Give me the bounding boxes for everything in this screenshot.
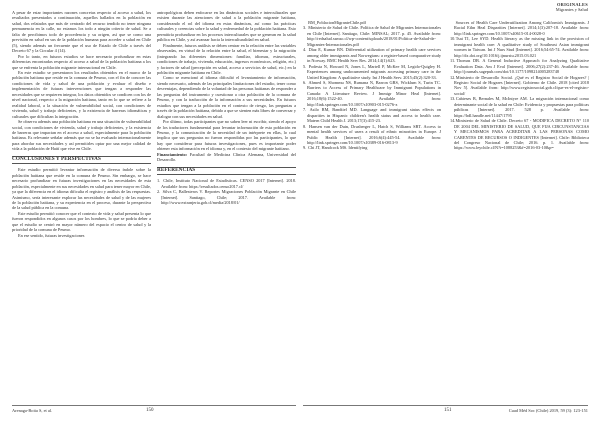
reference-text: Tsai TI, Lee SYD. Health literacy as the missing link in the provision of immigrant health care: A qualitative study of Southeast Asian immigrant women in Taiwan. Int J Nurs Stud [Internet]. 2016;54:65-74. Available from: http://dx.doi.org/10.1016/j.ijnurstu.2015.03.021 xyxy=(454,36,589,58)
body-paragraph: En este estudio se presentaron los resultados obtenidos en el marco de la población haitiana que reside en la comuna de Peumo, con el fin de conocer las condiciones de vida y salud de una población y evaluar el diseño e implementación de futuras intervenciones que tengan a responder las necesidades que se requieren integrar, los datos obtenidos se condicen con los de nivel nacional, respecto a la migración haitiana, tanto en lo que se refiere a la realidad laboral, a la situación de vulnerabilidad social, con condiciones de vivienda, salud y trabajo deficientes, y la existencia de barreras idiomáticas y culturales que dificultan la integración. xyxy=(12,69,151,119)
reference-number: 3. xyxy=(303,25,307,31)
reference-item xyxy=(157,178,296,189)
right-column-2 xyxy=(450,20,589,151)
reference-text: Chi JT, Handcock MS. Identifying xyxy=(308,145,368,151)
footer-rule xyxy=(12,405,296,406)
running-head xyxy=(556,2,588,12)
reference-number: 13. xyxy=(450,96,456,102)
running-head-subtitle: Migrantes y Salud xyxy=(555,7,588,12)
reference-number: 9. xyxy=(303,145,307,151)
reference-number: 12. xyxy=(450,74,456,80)
reference-item xyxy=(450,36,589,58)
reference-number: 1. xyxy=(157,178,161,184)
reference-item xyxy=(303,107,441,123)
reference-item xyxy=(450,58,589,74)
reference-number: 10. xyxy=(450,36,456,42)
running-head-title: ORIGINALES xyxy=(556,2,588,7)
right-column-1 xyxy=(303,20,441,151)
right-page xyxy=(302,0,600,421)
reference-number: 6. xyxy=(303,79,307,85)
reference-text: Ministerio de Desarrollo Social. ¿Qué es el Registro Social de Hogares? | Registro Social de Hogares [Internet]. Gobierno de Chile. 2018 [cited 2018 Nov 5]. Available from: http://www.registrosocial.gob.cl/que-es-el-registro-social/ xyxy=(454,74,589,96)
body-paragraph: Este estudio permitió conocer que el contexto de vida y salud presenta lo que fueron respondidos en algunos casos por los hombres, lo que se podría deber a que el estudio se centró en mayor número del espacio el centro de salud y la prioridad de la comuna de Peumo. xyxy=(12,210,151,233)
reference-text: Cabieses B, Bernales M, McIntyre AM. La migración internacional como determinante social de la salud en Chile: Evidencia y propuestas para políticas públicas [Internet]. 2017. 528 p. Available from: https://hdl.handle.net/11447/1795 xyxy=(454,96,589,118)
reference-text: Silva C, Ballesteros V. Reportes Migraciones Población Migrante en Chile [Internet]. Santiago, Chile; 2017. Available from: http://www.extranjeria.gob.cl/media/2018/01/ xyxy=(161,189,296,205)
reference-item xyxy=(303,124,441,146)
reference-text: Ministerio de Salud de Chile. Decreto 67 - MODIFICA DECRETO N° 110 DE 2004 DEL MINISTERIO DE SALUD, QUE FIJA CIRCUNSTANCIAS Y MECANISMOS PARA ACREDITAR A LAS PERSONAS COMO CARENTES DE RECURSOS O INDIGENTES [Internet]. Chile: Biblioteca del Congreso Nacional de Chile; 2016. p. 1. Available from: https://www.leychile.cl/N?i=1088253&f=2016-03-10&p= xyxy=(454,118,589,151)
reference-item xyxy=(450,20,589,36)
right-page-number: 151 xyxy=(444,408,452,413)
left-footer-authors: Arenaga-Boita S, et al. xyxy=(12,408,53,413)
footer-rule xyxy=(303,405,588,406)
body-paragraph: Por lo tanto, en futuros estudios se hace necesario profundizar en estas diferencias encontradas respecto al acceso a salud de la población haitiana a los que se enfrenta la población migrante internacional en Chile. xyxy=(12,53,151,70)
reference-item xyxy=(303,80,441,107)
reference-text: BM_PoblacionMigranteChile.pdf xyxy=(308,20,366,25)
reference-number: 14. xyxy=(450,118,456,124)
reference-number: 5. xyxy=(303,63,307,69)
body-paragraph: Este estudio permitió levantar información de diversa índole sobre la población haitiana que reside en la comuna de Peumo. Sin embargo, se hace necesario profundizar en futuras investigaciones en las necesidades de esta población, especialmente en sus necesidades en salud para tener mayor en Chile, ya que la diferencia en el idioma dificulta el registro y análisis de las respuestas. Asimismo, sería interesante explorar las necesidades de salud y de las mujeres de la población haitiana, y su experiencia en el proceso, durante la perspectiva de la salud pública en la comuna. xyxy=(12,167,151,211)
reference-text: Thomas DB. A General Inductive Approach for Analyzing Qualitative Evaluation Data. Am J Eval [Internet]. 2006;27(2):237-46. Available from: http://journals.sagepub.com/doi/10.1177/1098214005283748 xyxy=(454,58,589,75)
section-heading: CONCLUSIONES Y PERSPECTIVAS xyxy=(12,156,151,164)
reference-item xyxy=(157,189,296,205)
reference-item xyxy=(303,25,441,47)
body-paragraph: Finalmente, futuros análisis se deben centrar en la relación entre las variables observadas, en virtud de la relación entre la salud, el bienestar y la migración (integrando las diferentes dimensiones: familiar, idiomas, estructurales, condiciones de trabajo, vivienda, educación, ingresos económicos, religión, etc.) y factores de salud (percepción en salud, acceso a servicios de salud, etc.) en la población migrante haitiana en Chile. xyxy=(157,42,296,75)
right-footer-journal: Cuad Méd Soc (Chile) 2019, 59 (3): 123-151 xyxy=(508,408,588,413)
body-paragraph: Como se mencionó al idioma dificultó el levantamiento de información, siendo necesario, además de las principales limitaciones del estudio, tener como desventajas, dependiendo de la voluntad de las personas haitianas de responder a las preguntas del instrumento y cuestionar a otra población de la comuna de Peumo, y con la traducción de la información a sus necesidades. En futuros estudios que tengan a la población en el contexto de riesgo, las preguntas a través de la población haitiana, debido a que se sienten más libres de conversar y dialogar con sus necesidades en salud. xyxy=(157,75,297,119)
left-column-2 xyxy=(157,10,296,205)
section-heading: REFERENCIAS xyxy=(157,167,296,175)
body-paragraph: En ese sentido, futuras investigaciones xyxy=(18,232,85,238)
body-paragraph: Financiamiento: Facultad de Medicina Clínica Alemana, Universidad del Desarrollo. xyxy=(157,151,296,163)
reference-number: 4. xyxy=(303,47,307,53)
reference-number: 2. xyxy=(157,189,161,195)
body-paragraph: Por último, todas participantes que no saben leer ni escribir, siendo el apoyo de los traductores fundamental para levantar información de esta población en Peumo, y la comunicación de la necesidad de un intérprete en ellas, lo cual implica que sus preguntas no fueron respondidas por las participantes, lo que hay que considerar para futuras investigaciones, pues es importante poder obtener esta información en el idioma y, en el contexto del migrante haitiano. xyxy=(157,119,296,152)
reference-text: Díaz E, Kumar BN. Differential utilization of primary health care services among older immigrants and Norwegians: a register-based comparative study in Norway. BMC Health Serv Res. 2014;14(1):623. xyxy=(307,47,441,64)
left-page-number: 150 xyxy=(146,408,154,413)
reference-text: Ahmed S, Shommu NS, Rumana N, Barron GRS, Wicklum S, Turin TC. Barriers to Access of Primary Healthcare by Immigrant Populations in Canada: A Literature Review. J Immigr Minor Heal [Internet]. 2016;18(6):1522-40. Available from: http://link.springer.com/10.1007/s10903-015-0276-z xyxy=(307,79,441,107)
reference-item xyxy=(450,118,589,151)
reference-text: Hansen van der Duin, Drusberger L, Hatch S, Williams SBT. Access to mental health services of users a result of ethnic minorities in Europe. J Public Health [Internet]. 2016;6(4):445-54. Available from: http://link.springer.com/10.1007/s10389-016-0813-9 xyxy=(307,123,441,145)
reference-text: Podesta N, Howard N, Jones L, Martell P, McKee M, Legido-Quigley H. Experiences among undocumented migrants accessing primary care in the United Kingdom: A qualitative study. Int J Health Serv. 2015;45(2):320-33. xyxy=(307,63,441,80)
reference-number: 7. xyxy=(303,107,307,113)
funding-label: Financiamiento: xyxy=(157,151,188,157)
left-column-1 xyxy=(12,10,151,238)
reference-text: Asilo RM, Bandtiel MD. Language and immigrant status effects on disparities in Hispanic children's health status and access to health care. Matern Child Health J. 2013;17(3):415-23. xyxy=(307,107,441,124)
reference-number: 8. xyxy=(303,123,307,129)
reference-item xyxy=(303,145,441,150)
reference-item xyxy=(450,75,589,97)
reference-item xyxy=(450,96,589,118)
body-paragraph: antropológicas deben enfocarse en las dinámicas sociales e interculturales que existen durante las atenciones de salud a la población migrante haitiana, considerando el rol del idioma en estas dinámicas, así como las prácticas culturales y creencias sobre la salud y enfermedad de la población haitiana. Esto permitiría profundizar en los procesos interculturales que se generan en la salud pública en Chile, y así avanzar hacia la interculturalidad en salud. xyxy=(157,10,296,43)
body-paragraph: Se observa además una población haitiana en una situación de vulnerabilidad social, con condiciones de vivienda, salud y trabajo deficientes, y la existencia de barreras que impactan en el acceso a salud, especialmente para la población haitiana. Es relevante señalar además que no se ha evaluado internacionalmente para abordar sus necesidades y así permitirles optar por una mejor calidad de vida a la población de Haití que vive en Chile. xyxy=(12,119,151,152)
body-paragraph: A pesar de estar importantes razones concretas respecto al acceso a salud, los resultados presentados a continuación, aquellos hallados en la población en salud, dos relatados que más de centrado del recurso tendido no tener ninguna permanencia en la calle, no estamos los todo a ningún criterio de salud. Se a falta de percibimos todo de procedencia y su origen, así que se como una previsión en salud en sus de la población humana para acceder a salud en Chile (5), siendo además un frecuente que el uso de Estado de Chile a través del Decreto 67 y la Circular 4 (14). xyxy=(12,10,151,54)
reference-item xyxy=(303,47,441,63)
reference-number: 11. xyxy=(450,58,456,64)
reference-text: Sources of Health Care Underutilization Among California's Immigrants. J Racial Ethn Heal Disparities [Internet]. 2014;1(3):207-18. Available from: http://link.springer.com/10.1007/s40615-014-0028-0 xyxy=(454,20,589,36)
reference-text: Ministerio de Salud de Chile. Política de Salud de Migrantes Internacionales en Chile [Internet]. Santiago, Chile: MINSAL; 2017. p. 45. Available from: http://redsalud.ssmso.cl/wp-content/uploads/2018/01/Politica-de-Salud-de-Migrantes-Internacionales.pdf xyxy=(307,25,442,47)
reference-text: Chile, Instituto Nacional de Estadísticas. CENSO 2017 [Internet]. 2018. Available from: https://resultados.censo2017.cl/ xyxy=(161,178,297,189)
reference-item xyxy=(303,64,441,80)
